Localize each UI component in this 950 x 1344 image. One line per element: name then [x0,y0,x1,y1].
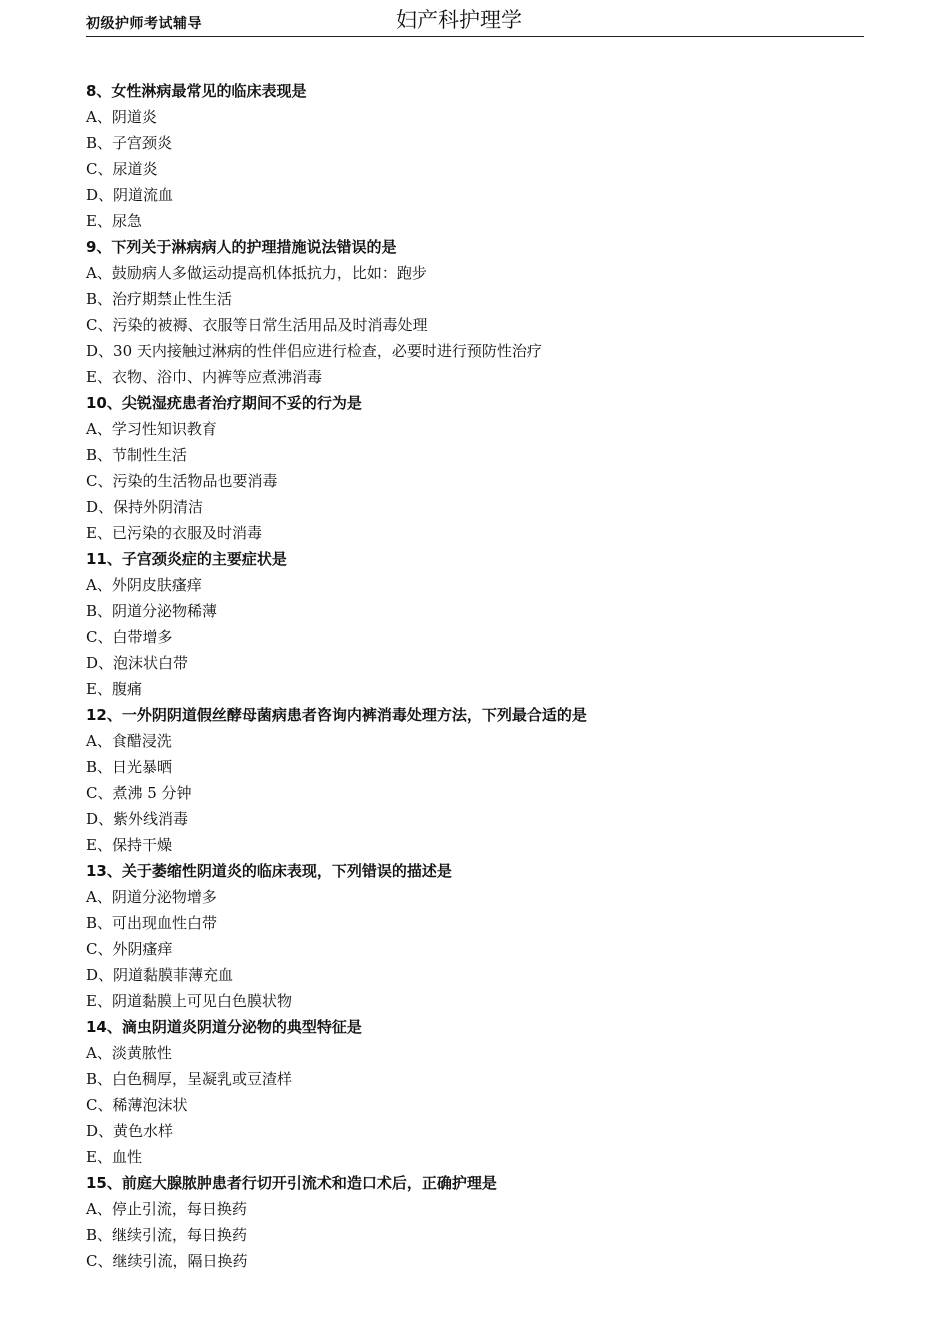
answer-option: A、淡黄脓性 [86,1044,172,1062]
answer-option: D、阴道黏膜菲薄充血 [86,966,234,984]
answer-option: E、血性 [86,1148,142,1166]
answer-option: E、腹痛 [86,680,142,698]
answer-option: C、尿道炎 [86,160,158,178]
header-left-title: 初级护师考试辅导 [86,16,202,32]
answer-option: B、可出现血性白带 [86,914,218,932]
question-stem: 12、一外阴阴道假丝酵母菌病患者咨询内裤消毒处理方法，下列最合适的是 [86,706,587,724]
answer-option: C、稀薄泡沫状 [86,1096,188,1114]
question-stem: 10、尖锐湿疣患者治疗期间不妥的行为是 [86,394,362,412]
answer-option: A、阴道炎 [86,108,157,126]
answer-option: D、黄色水样 [86,1122,174,1140]
answer-option: E、尿急 [86,212,142,230]
answer-option: E、已污染的衣服及时消毒 [86,524,262,542]
answer-option: A、学习性知识教育 [86,420,217,438]
answer-option: B、日光暴晒 [86,758,173,776]
answer-option: A、鼓励病人多做运动提高机体抵抗力，比如：跑步 [86,264,427,282]
question-stem: 14、滴虫阴道炎阴道分泌物的典型特征是 [86,1018,362,1036]
answer-option: D、紫外线消毒 [86,810,189,828]
answer-option: D、保持外阴清洁 [86,498,204,516]
question-stem: 15、前庭大腺脓肿患者行切开引流术和造口术后，正确护理是 [86,1174,497,1192]
answer-option: B、继续引流，每日换药 [86,1226,248,1244]
question-stem: 13、关于萎缩性阴道炎的临床表现，下列错误的描述是 [86,862,452,880]
answer-option: A、阴道分泌物增多 [86,888,217,906]
answer-option: B、白色稠厚，呈凝乳或豆渣样 [86,1070,293,1088]
answer-option: C、污染的生活物品也要消毒 [86,472,278,490]
answer-option: D、泡沫状白带 [86,654,189,672]
header-center-title: 妇产科护理学 [396,8,522,32]
answer-option: C、继续引流，隔日换药 [86,1252,248,1270]
answer-option: D、30 天内接触过淋病的性伴侣应进行检查，必要时进行预防性治疗 [86,342,542,360]
answer-option: C、煮沸 5 分钟 [86,784,192,802]
answer-option: E、阴道黏膜上可见白色膜状物 [86,992,292,1010]
answer-option: D、阴道流血 [86,186,174,204]
answer-option: B、治疗期禁止性生活 [86,290,233,308]
answer-option: B、阴道分泌物稀薄 [86,602,218,620]
answer-option: C、白带增多 [86,628,173,646]
question-stem: 9、下列关于淋病病人的护理措施说法错误的是 [86,238,397,256]
question-stem: 11、子宫颈炎症的主要症状是 [86,550,287,568]
answer-option: C、污染的被褥、衣服等日常生活用品及时消毒处理 [86,316,428,334]
question-list [86,78,886,1274]
answer-option: A、食醋浸洗 [86,732,172,750]
page-header [86,6,864,37]
answer-option: A、停止引流，每日换药 [86,1200,247,1218]
answer-option: C、外阴瘙痒 [86,940,173,958]
answer-option: A、外阴皮肤瘙痒 [86,576,202,594]
question-stem: 8、女性淋病最常见的临床表现是 [86,82,307,100]
answer-option: E、保持干燥 [86,836,172,854]
answer-option: B、节制性生活 [86,446,188,464]
answer-option: B、子宫颈炎 [86,134,173,152]
answer-option: E、衣物、浴巾、内裤等应煮沸消毒 [86,368,322,386]
